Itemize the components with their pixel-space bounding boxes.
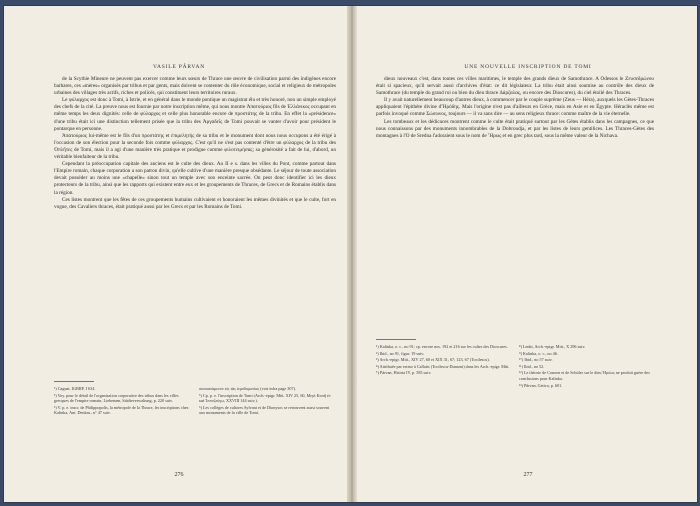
right-page bbox=[366, 6, 690, 502]
book-gutter bbox=[347, 6, 357, 502]
running-head-left: VASILE PÂRVAN bbox=[152, 64, 206, 70]
footnote: ¹³) Pârvan, Getica, p. 601. bbox=[519, 382, 563, 388]
footnote: ⁶) Les collèges de cultores Sylvani et de Dionysos se retrouvent aussi souvent aux monuments de la ville de Tomi. bbox=[199, 404, 330, 416]
footnote: ¹⁰) Ibid., no 57 suiv. bbox=[519, 357, 553, 363]
footnote: ⁸) Lenkt, Arch.-epigr. Mitt., X 296 suiv. bbox=[519, 344, 586, 349]
footnote: ⁵) Pârvan, Histria IV, p. 583 suiv. bbox=[376, 370, 432, 376]
footnote: ⁹) Kalinka, o. c., no 46. bbox=[519, 350, 558, 356]
footnote-column bbox=[199, 386, 336, 417]
footnote: ³) V. p. e. inscr. de Philippopolis, la métropole de la Thrace, les inscriptions chez Kalinka, Ant. Denkm., n° 47 suiv. bbox=[54, 404, 189, 416]
paragraph: Ἀπατούριος lui-même est le fils d'un προστάτης et ἐπιμελητής de sa tribu et le monument dont nous nous occupons a été érigé à l'occasion de son élection pour la seconde fois comme φύλαρχος. C'est qu'il ne s'est pas contenté d'être un φύλαρχος de la tribu des Ὀπλῆτες de Tomi, mais il a agi d'une manière très pratique et prodigue comme φιλοτειμήσας; sa générosité a fait de lui, d'abord, un véritable bienfaiteur de la tribu. bbox=[54, 132, 336, 161]
paragraph: Il y avait naturellement beaucoup d'autres dieux, à commencer par le couple suprême (Zeus — Héra), auxquels les Gètes-Thraces appliquaient l'épithète divine d'Ἡρόδης. Mais l'origine n'est pas d'ailleurs en Grèce, mais en Asie et en Égypte. Héraclès même est parfois invoqué comme Σώσωνος, toujours — il va sans dire — au sens religieux thrace: comme maître de la vie éternelle. bbox=[376, 97, 654, 118]
footnote: σκευασάμενον εἰς τὰς ἱεροδιφωνίας (voir infra page 307). bbox=[199, 386, 297, 391]
footnote-column bbox=[376, 344, 511, 389]
paragraph: Le φύλαρχος est donc à Tomi, à Istrie, et en général dans le monde pontique un magistrat élu et très honoré, non un simple employé des chefs de la cité. La preuve nous est fournie par notre inscription même, qui nous montre Ἀπατούριος fils de Ἑλλάνικος occupant en même temps les deux dignités: celle de φύλαρχος et celle plus honorable encore de προστάτης de la tribu. En effet la «présidence» d'une tribu était ici une distinction tellement prisée que la tribu des Ἀργαδεῖς de Tomi pouvait se vanter d'avoir pour président le pontarque en personne. bbox=[54, 97, 336, 132]
footnote: ¹²) Le théorie de Conoen et de Schüler sur le dieu Ἡρόως ne produit guère des conclusions pour Kalinka. bbox=[519, 370, 650, 381]
footnote-column bbox=[54, 386, 191, 417]
footnote: ⁴) Attribuée par erreur à Callatis (Tocilescu-Dumont) dans les Arch.-epigr. Mitt. bbox=[376, 363, 510, 369]
page-number-right: 277 bbox=[523, 472, 533, 478]
footnote: ²) Ibid., no 91, figur. 19 suiv. bbox=[376, 350, 425, 356]
paragraph: de la Scythie Mineure ne peuvent pas exercer comme leurs sœurs de Thrace une œuvre de civilisation parmi des indigènes encore barbares, ces «mères» organisés par tribus et par gents, mais doivent se contenter du rôle économique, social et religieux de métropoles urbaines des villages très actifs, riches et policés, qui constituent leurs territoires ruraux. bbox=[54, 76, 336, 97]
footnote: ¹) Cagnat, IGRRP, I 634. bbox=[54, 386, 96, 391]
left-body-text bbox=[54, 76, 336, 211]
left-page bbox=[14, 6, 344, 502]
paragraph: Cependant la préoccupation capitale des anciens est le culte des dieux. Au II e s. dans les villes du Pont, comme partout dans l'Empire romain, chaque corporation a son patron divin, qu'elle cultive d'une manière presque obsédante. Le séjour de toute association devait posséder au moins une «chapelle» sinon tout un temple avec son enceinte sacrée. On peut donc identifier ici les dieux protecteurs de la tribu, ainsi que les rapports qui existent entre eux et les groupements de Thraces, de Grecs et de Romains établis dans la région. bbox=[54, 161, 336, 196]
footnote-column bbox=[519, 344, 654, 389]
footnote-rule bbox=[376, 339, 416, 340]
left-footnotes bbox=[54, 386, 336, 417]
page-number-left: 276 bbox=[174, 472, 184, 478]
right-footnotes bbox=[376, 344, 654, 389]
footnote: ¹) Kalinka, o. c., no 91; cp. encore nos. 192 et 216 sur les cultes des Dioscures. bbox=[376, 344, 508, 349]
book-spread bbox=[4, 6, 697, 502]
running-head-right: UNE NOUVELLE INSCRIPTION DE TOMI bbox=[464, 64, 592, 70]
paragraph: Les tombeaux et les dédicaces montrent comme le culte était pratiqué surtout par les Gètes établis dans les campagnes, ce que nous connaissons par des monuments innombrables de la Dobroudja, et par les listes de leurs gentilices. Les Thraces-Gètes des montagnes à l'O de Sredna l'adoraient sous le nom de Ἥρως et en grec plus tard, sous la même valeur de la Nichava. bbox=[376, 118, 654, 139]
paragraph: dieux nouveaux c'est, dans toutes ces villes maritimes, le temple des grands dieux de Samothrace. A Odessos le Ζευσεδρώνου était si spacieux, qu'il servait aussi d'archives d'état: ce dit législateur. La tribu était ainsi soumise au contrôle des dieux de Samothrace (du temple du grand roi ou bien du dieu thrace Δάρζαλας, ou encore des Dioscures), du ciel étoilé des Thraces. bbox=[376, 76, 654, 97]
footnote: ⁵) Cp. p. e. l'inscription de Tomi (Arch.-epigr. Mitt. XIV 25, 60, Μηνὶ Κοπῆ ἐν καὶ Ἰπποζεύγω, XXVIII 144 suiv.). bbox=[199, 392, 331, 404]
footnote-rule bbox=[54, 381, 94, 382]
footnote: ¹¹) Ibid., no 52. bbox=[519, 363, 545, 369]
footnote: ²) Voy. pour le détail de l'organisation corporative des tribus dans les villes grecques de l'empire romain, Liebenam, Städteverwaltung, p. 220 suiv. bbox=[54, 392, 179, 404]
footnote: ³) Arch.-epigr. Mitt., XIV 27, 60 et XIX 31, 67; 123, 67 (Tocilescu). bbox=[376, 357, 490, 363]
paragraph: Ces listes montrent que les fêtes de ces groupements humains cultivaient et honoraient les mêmes divinités et que le culte, fort en vogue, des Cavaliers thraces, était pratiqué aussi par les Grecs et par les Romains de Tomi. bbox=[54, 196, 336, 210]
right-body-text bbox=[376, 76, 654, 140]
